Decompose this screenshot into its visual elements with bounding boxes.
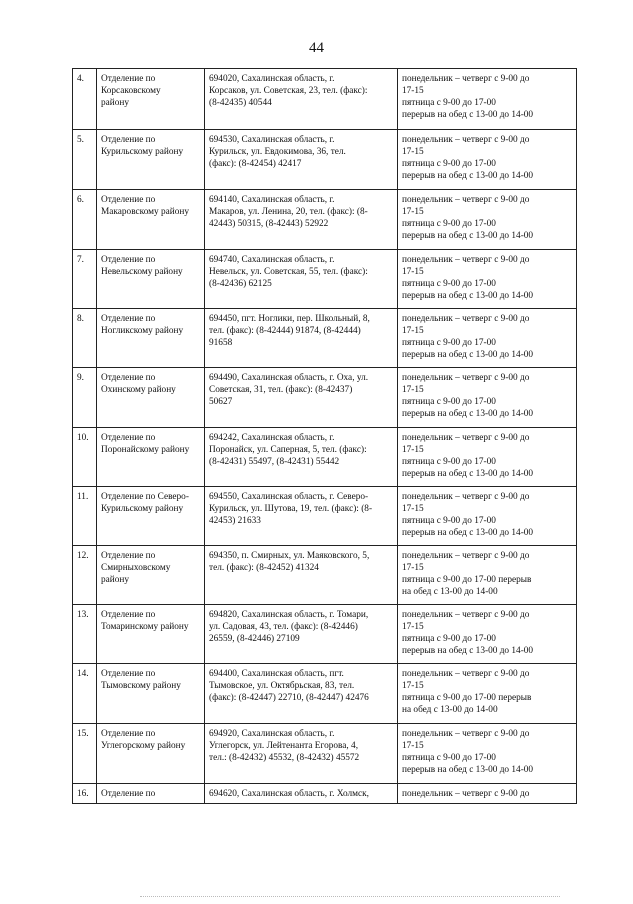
- hours-line: 17-15: [402, 86, 424, 96]
- table-row: [73, 309, 577, 368]
- row-number: 12.: [73, 546, 97, 605]
- table-row: [73, 428, 577, 487]
- address-cell: [205, 546, 398, 605]
- address-line: тел.: (8-42432) 45532, (8-42432) 45572: [209, 753, 360, 763]
- office-name-line: Отделение по: [101, 255, 156, 265]
- office-name-cell: [97, 250, 205, 309]
- hours-line: перерыв на обед с 13-00 до 14-00: [402, 409, 534, 419]
- hours-line: понедельник – четверг с 9-00 до: [402, 74, 530, 84]
- address-cell: [205, 487, 398, 546]
- hours-line: 17-15: [402, 504, 424, 514]
- address-line: Невельск, ул. Советская, 55, тел. (факс):: [209, 267, 368, 277]
- hours-line: 17-15: [402, 207, 424, 217]
- address-line: Корсаков, ул. Советская, 23, тел. (факс):: [209, 86, 368, 96]
- address-line: (8-42431) 55497, (8-42431) 55442: [209, 457, 340, 467]
- hours-line: понедельник – четверг с 9-00 до: [402, 669, 530, 679]
- table-row: [73, 605, 577, 664]
- hours-line: пятница с 9-00 до 17-00 перерыв: [402, 575, 532, 585]
- hours-line: 17-15: [402, 267, 424, 277]
- hours-line: пятница с 9-00 до 17-00: [402, 279, 496, 289]
- hours-line: 17-15: [402, 622, 424, 632]
- address-line: 694350, п. Смирных, ул. Маяковского, 5,: [209, 551, 370, 561]
- address-line: 694620, Сахалинская область, г. Холмск,: [209, 789, 369, 799]
- office-name-line: Отделение по: [101, 373, 156, 383]
- address-cell: [205, 130, 398, 190]
- address-line: 694140, Сахалинская область, г.: [209, 195, 335, 205]
- address-line: Поронайск, ул. Саперная, 5, тел. (факс):: [209, 445, 367, 455]
- office-name-line: Смирныховскому: [101, 563, 171, 573]
- office-name-line: Ногликскому району: [101, 326, 184, 336]
- address-line: Курильск, ул. Шутова, 19, тел. (факс): (8-: [209, 504, 373, 514]
- address-cell: [205, 190, 398, 250]
- hours-cell: [398, 664, 577, 724]
- row-number: 10.: [73, 428, 97, 487]
- address-cell: [205, 69, 398, 130]
- row-number: 7.: [73, 250, 97, 309]
- office-name-line: Отделение по: [101, 433, 156, 443]
- address-line: (8-42436) 62125: [209, 279, 272, 289]
- hours-line: понедельник – четверг с 9-00 до: [402, 373, 530, 383]
- address-line: 42453) 21633: [209, 516, 261, 526]
- hours-line: перерыв на обед с 13-00 до 14-00: [402, 765, 534, 775]
- address-line: (8-42435) 40544: [209, 98, 272, 108]
- row-number: 6.: [73, 190, 97, 250]
- address-cell: [205, 784, 398, 804]
- hours-cell: [398, 368, 577, 428]
- table-row: [73, 190, 577, 250]
- row-number: 9.: [73, 368, 97, 428]
- hours-line: перерыв на обед с 13-00 до 14-00: [402, 469, 534, 479]
- hours-line: пятница с 9-00 до 17-00 перерыв: [402, 693, 532, 703]
- hours-cell: [398, 190, 577, 250]
- address-line: 91658: [209, 338, 233, 348]
- hours-line: пятница с 9-00 до 17-00: [402, 98, 496, 108]
- address-line: 694550, Сахалинская область, г. Северо-: [209, 492, 369, 502]
- office-name-line: Отделение по: [101, 551, 156, 561]
- office-name-line: району: [101, 98, 130, 108]
- row-number: 11.: [73, 487, 97, 546]
- address-line: 42443) 50315, (8-42443) 52922: [209, 219, 329, 229]
- office-name-line: району: [101, 575, 130, 585]
- hours-line: пятница с 9-00 до 17-00: [402, 159, 496, 169]
- office-name-cell: [97, 368, 205, 428]
- hours-line: 17-15: [402, 445, 424, 455]
- row-number: 14.: [73, 664, 97, 724]
- address-cell: [205, 250, 398, 309]
- row-number: 15.: [73, 724, 97, 784]
- office-name-line: Отделение по: [101, 610, 156, 620]
- address-line: Углегорск, ул. Лейтенанта Егорова, 4,: [209, 741, 359, 751]
- hours-line: перерыв на обед с 13-00 до 14-00: [402, 350, 534, 360]
- hours-line: пятница с 9-00 до 17-00: [402, 457, 496, 467]
- hours-cell: [398, 724, 577, 784]
- hours-line: перерыв на обед с 13-00 до 14-00: [402, 231, 534, 241]
- address-line: (факс): (8-42454) 42417: [209, 159, 302, 169]
- hours-cell: [398, 487, 577, 546]
- office-name-line: Томаринскому району: [101, 622, 189, 632]
- office-name-cell: [97, 309, 205, 368]
- hours-line: понедельник – четверг с 9-00 до: [402, 789, 530, 799]
- hours-line: на обед с 13-00 до 14-00: [402, 705, 498, 715]
- address-line: тел. (факс): (8-42444) 91874, (8-42444): [209, 326, 361, 336]
- hours-cell: [398, 428, 577, 487]
- office-name-line: Отделение по: [101, 729, 156, 739]
- table-row: [73, 487, 577, 546]
- office-name-line: Корсаковскому: [101, 86, 161, 96]
- hours-line: 17-15: [402, 563, 424, 573]
- address-line: тел. (факс): (8-42452) 41324: [209, 563, 319, 573]
- hours-line: 17-15: [402, 385, 424, 395]
- hours-line: перерыв на обед с 13-00 до 14-00: [402, 171, 534, 181]
- address-cell: [205, 428, 398, 487]
- hours-line: 17-15: [402, 741, 424, 751]
- bottom-dotted-rule: [140, 896, 560, 897]
- hours-cell: [398, 784, 577, 804]
- office-name-cell: [97, 664, 205, 724]
- hours-line: понедельник – четверг с 9-00 до: [402, 195, 530, 205]
- address-line: ул. Садовая, 43, тел. (факс): (8-42446): [209, 622, 358, 632]
- office-name-cell: [97, 428, 205, 487]
- office-name-line: Отделение по: [101, 135, 156, 145]
- address-line: 694740, Сахалинская область, г.: [209, 255, 335, 265]
- address-line: 694820, Сахалинская область, г. Томари,: [209, 610, 369, 620]
- hours-line: 17-15: [402, 681, 424, 691]
- table-row: [73, 368, 577, 428]
- hours-line: понедельник – четверг с 9-00 до: [402, 314, 530, 324]
- hours-cell: [398, 69, 577, 130]
- hours-cell: [398, 546, 577, 605]
- hours-line: понедельник – четверг с 9-00 до: [402, 433, 530, 443]
- hours-line: пятница с 9-00 до 17-00: [402, 338, 496, 348]
- hours-line: пятница с 9-00 до 17-00: [402, 516, 496, 526]
- hours-cell: [398, 250, 577, 309]
- row-number: 8.: [73, 309, 97, 368]
- address-cell: [205, 724, 398, 784]
- office-name-line: Охинскому району: [101, 385, 176, 395]
- hours-line: перерыв на обед с 13-00 до 14-00: [402, 291, 534, 301]
- hours-line: понедельник – четверг с 9-00 до: [402, 551, 530, 561]
- hours-line: 17-15: [402, 326, 424, 336]
- table-row: [73, 69, 577, 130]
- address-line: Курильск, ул. Евдокимова, 36, тел.: [209, 147, 346, 157]
- office-name-line: Отделение по: [101, 669, 156, 679]
- hours-line: понедельник – четверг с 9-00 до: [402, 255, 530, 265]
- row-number: 16.: [73, 784, 97, 804]
- office-name-line: Углегорскому району: [101, 741, 186, 751]
- address-cell: [205, 664, 398, 724]
- hours-cell: [398, 605, 577, 664]
- hours-line: перерыв на обед с 13-00 до 14-00: [402, 110, 534, 120]
- hours-line: пятница с 9-00 до 17-00: [402, 634, 496, 644]
- address-line: 694530, Сахалинская область, г.: [209, 135, 335, 145]
- address-line: (факс): (8-42447) 22710, (8-42447) 42476: [209, 693, 369, 703]
- office-name-cell: [97, 784, 205, 804]
- office-name-cell: [97, 487, 205, 546]
- address-line: 694020, Сахалинская область, г.: [209, 74, 335, 84]
- row-number: 13.: [73, 605, 97, 664]
- office-name-line: Отделение по: [101, 195, 156, 205]
- address-cell: [205, 605, 398, 664]
- address-cell: [205, 309, 398, 368]
- address-line: 50627: [209, 397, 233, 407]
- office-name-line: Отделение по: [101, 789, 156, 799]
- table-row: [73, 130, 577, 190]
- office-name-line: Отделение по: [101, 314, 156, 324]
- office-name-cell: [97, 190, 205, 250]
- office-name-cell: [97, 724, 205, 784]
- office-name-cell: [97, 69, 205, 130]
- address-line: 694242, Сахалинская область, г.: [209, 433, 335, 443]
- hours-line: пятница с 9-00 до 17-00: [402, 753, 496, 763]
- office-name-line: Тымовскому району: [101, 681, 181, 691]
- address-line: 26559, (8-42446) 27109: [209, 634, 300, 644]
- address-line: Макаров, ул. Ленина, 20, тел. (факс): (8-: [209, 207, 368, 217]
- hours-line: понедельник – четверг с 9-00 до: [402, 729, 530, 739]
- hours-line: перерыв на обед с 13-00 до 14-00: [402, 528, 534, 538]
- office-name-line: Отделение по: [101, 74, 156, 84]
- office-name-cell: [97, 546, 205, 605]
- table-row: [73, 664, 577, 724]
- office-name-line: Отделение по Северо-: [101, 492, 189, 502]
- row-number: 4.: [73, 69, 97, 130]
- address-cell: [205, 368, 398, 428]
- office-name-line: Курильскому району: [101, 147, 184, 157]
- office-name-line: Макаровскому району: [101, 207, 190, 217]
- office-name-cell: [97, 130, 205, 190]
- offices-table-body: [73, 69, 577, 804]
- hours-line: на обед с 13-00 до 14-00: [402, 587, 498, 597]
- hours-line: понедельник – четверг с 9-00 до: [402, 610, 530, 620]
- office-name-line: Курильскому району: [101, 504, 184, 514]
- hours-line: пятница с 9-00 до 17-00: [402, 397, 496, 407]
- hours-cell: [398, 130, 577, 190]
- row-number: 5.: [73, 130, 97, 190]
- hours-line: перерыв на обед с 13-00 до 14-00: [402, 646, 534, 656]
- offices-table: [72, 68, 577, 804]
- table-row: [73, 546, 577, 605]
- hours-cell: [398, 309, 577, 368]
- hours-line: понедельник – четверг с 9-00 до: [402, 135, 530, 145]
- hours-line: пятница с 9-00 до 17-00: [402, 219, 496, 229]
- hours-line: понедельник – четверг с 9-00 до: [402, 492, 530, 502]
- address-line: Тымовское, ул. Октябрьская, 83, тел.: [209, 681, 355, 691]
- page-number: 44: [309, 40, 324, 56]
- table-row: [73, 250, 577, 309]
- office-name-cell: [97, 605, 205, 664]
- address-line: 694400, Сахалинская область, пгт.: [209, 669, 344, 679]
- office-name-line: Невельскому району: [101, 267, 183, 277]
- hours-line: 17-15: [402, 147, 424, 157]
- table-row: [73, 724, 577, 784]
- address-line: 694490, Сахалинская область, г. Оха, ул.: [209, 373, 369, 383]
- address-line: 694920, Сахалинская область, г.: [209, 729, 335, 739]
- address-line: 694450, пгт. Ноглики, пер. Школьный, 8,: [209, 314, 370, 324]
- table-row: [73, 784, 577, 804]
- address-line: Советская, 31, тел. (факс): (8-42437): [209, 385, 353, 395]
- office-name-line: Поронайскому району: [101, 445, 190, 455]
